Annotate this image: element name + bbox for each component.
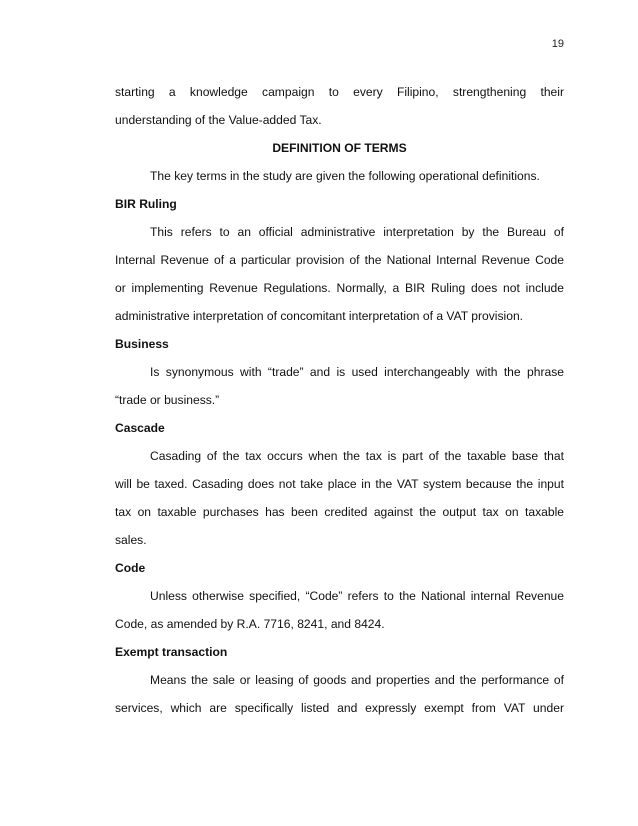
section-heading: DEFINITION OF TERMS bbox=[272, 141, 407, 155]
term-heading-cascade: Cascade bbox=[115, 421, 165, 435]
definition-line: Code, as amended by R.A. 7716, 8241, and 8424. bbox=[115, 617, 385, 631]
definition-line: Is synonymous with “trade” and is used interchangeably with the phrase bbox=[150, 365, 564, 379]
definition-line: or implementing Revenue Regulations. Normally, a BIR Ruling does not include bbox=[115, 281, 564, 295]
term-heading-business: Business bbox=[115, 337, 169, 351]
definition-line: Casading of the tax occurs when the tax is part of the taxable base that bbox=[150, 449, 564, 463]
intro-line: starting a knowledge campaign to every Filipino, strengthening their bbox=[115, 85, 564, 99]
definition-line: Internal Revenue of a particular provision of the National Internal Revenue Code bbox=[115, 253, 564, 267]
definition-line: Unless otherwise specified, “Code” refers to the National internal Revenue bbox=[150, 589, 564, 603]
page-number: 19 bbox=[551, 38, 564, 50]
term-heading-bir-ruling: BIR Ruling bbox=[115, 197, 177, 211]
section-intro: The key terms in the study are given the following operational definitions. bbox=[150, 169, 540, 183]
definition-line: sales. bbox=[115, 533, 147, 547]
definition-line: will be taxed. Casading does not take place in the VAT system because the input bbox=[115, 477, 564, 491]
definition-line: administrative interpretation of concomitant interpretation of a VAT provision. bbox=[115, 309, 524, 323]
definition-line: Means the sale or leasing of goods and properties and the performance of bbox=[150, 673, 564, 687]
document-body bbox=[115, 78, 564, 722]
term-heading-code: Code bbox=[115, 561, 146, 575]
definition-line: tax on taxable purchases has been credited against the output tax on taxable bbox=[115, 505, 564, 519]
definition-line: services, which are specifically listed and expressly exempt from VAT under bbox=[115, 701, 564, 715]
intro-line: understanding of the Value-added Tax. bbox=[115, 113, 322, 127]
definition-line: This refers to an official administrative interpretation by the Bureau of bbox=[150, 225, 564, 239]
definition-line: “trade or business.” bbox=[115, 393, 220, 407]
term-heading-exempt-transaction: Exempt transaction bbox=[115, 645, 228, 659]
